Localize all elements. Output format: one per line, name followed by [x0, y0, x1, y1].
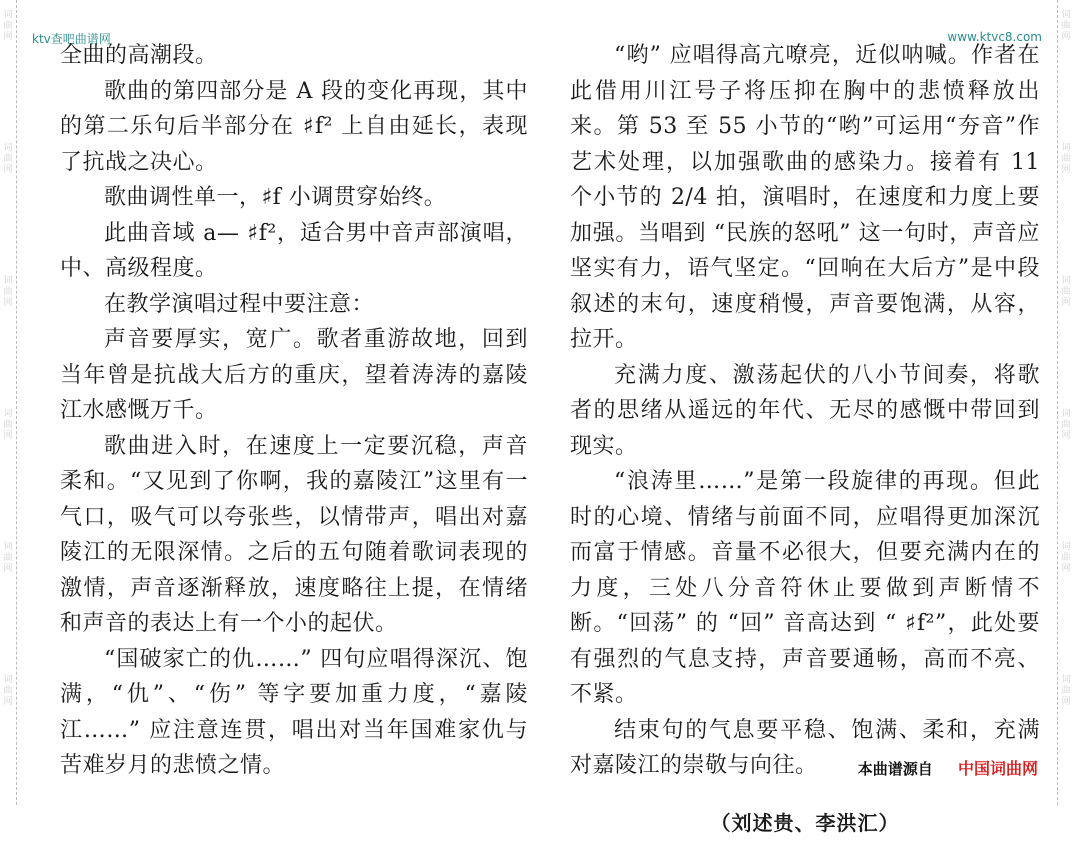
left-text-column	[60, 38, 528, 784]
right-watermark-strip	[1057, 0, 1074, 805]
side-watermark-text: 词曲网	[0, 675, 16, 708]
source-attribution	[858, 756, 1038, 779]
side-watermark-text: 词曲网	[1058, 276, 1074, 309]
paragraph: 歌曲的第四部分是 A 段的变化再现，其中的第二乐句后半部分在 ♯f² 上自由延长，表现了抗战之决心。	[60, 74, 528, 181]
side-watermark-text: 词曲网	[1058, 675, 1074, 708]
paragraph: 结束句的气息要平稳、饱满、柔和，充满对嘉陵江的崇敬与向往。	[570, 713, 1040, 784]
site-watermark-left: ktv查吧曲谱网	[32, 30, 111, 47]
site-watermark-right: www.ktvc8.com	[947, 30, 1042, 44]
source-label: 本曲谱源自	[858, 760, 933, 778]
side-watermark-text: 词曲网	[1058, 10, 1074, 43]
side-watermark-text: 词曲网	[0, 409, 16, 442]
side-watermark-text: 词曲网	[0, 542, 16, 575]
side-watermark-text: 词曲网	[0, 276, 16, 309]
side-watermark-text: 词曲网	[0, 143, 16, 176]
side-watermark-text: 词曲网	[1058, 542, 1074, 575]
left-watermark-strip	[0, 0, 17, 805]
paragraph: 此曲音域 a— ♯f²，适合男中音声部演唱，中、高级程度。	[60, 216, 528, 287]
side-watermark-text: 词曲网	[1058, 143, 1074, 176]
side-watermark-text: 词曲网	[1058, 409, 1074, 442]
paragraph: 声音要厚实，宽广。歌者重游故地，回到当年曾是抗战大后方的重庆，望着涛涛的嘉陵江水感慨万千。	[60, 322, 528, 429]
side-watermark-text: 词曲网	[0, 10, 16, 43]
paragraph: 全曲的高潮段。	[60, 38, 528, 74]
paragraph: 充满力度、激荡起伏的八小节间奏，将歌者的思绪从遥远的年代、无尽的感慨中带回到现实。	[570, 358, 1040, 465]
author-credit: （刘述贵、李洪汇）	[570, 806, 1040, 841]
paragraph: 歌曲调性单一，♯f 小调贯穿始终。	[60, 180, 528, 216]
paragraph: “哟” 应唱得高亢嘹亮，近似呐喊。作者在此借用川江号子将压抑在胸中的悲愤释放出来。第 53 至 55 小节的“哟”可运用“夯音”作艺术处理，以加强歌曲的感染力。接着有 11 个小节的 2/4 拍，演唱时，在速度和力度上要加强。当唱到 “民族的怒吼” 这一句时，声音应坚实有力，语气坚定。“回响在大后方”是中段叙述的末句，速度稍慢，声音要饱满，从容，拉开。	[570, 38, 1040, 358]
paragraph: 在教学演唱过程中要注意：	[60, 287, 528, 323]
paragraph: “浪涛里……”是第一段旋律的再现。但此时的心境、情绪与前面不同，应唱得更加深沉而富于情感。音量不必很大，但要充满内在的力度，三处八分音符休止要做到声断情不断。“回荡” 的 “回” 音高达到 “ ♯f²”，此处要有强烈的气息支持，声音要通畅，高而不亮、不紧。	[570, 464, 1040, 713]
paragraph: “国破家亡的仇……” 四句应唱得深沉、饱满，“仇”、“伤” 等字要加重力度，“嘉陵江……” 应注意连贯，唱出对当年国难家仇与苦难岁月的悲愤之情。	[60, 642, 528, 784]
paragraph: 歌曲进入时，在速度上一定要沉稳，声音柔和。“又见到了你啊，我的嘉陵江”这里有一气口，吸气可以夸张些，以情带声，唱出对嘉陵江的无限深情。之后的五句随着歌词表现的激情，声音逐渐释放，速度略往上提，在情绪和声音的表达上有一个小的起伏。	[60, 429, 528, 642]
right-text-column	[570, 38, 1040, 841]
source-site-link[interactable]: 中国词曲网	[958, 759, 1038, 778]
